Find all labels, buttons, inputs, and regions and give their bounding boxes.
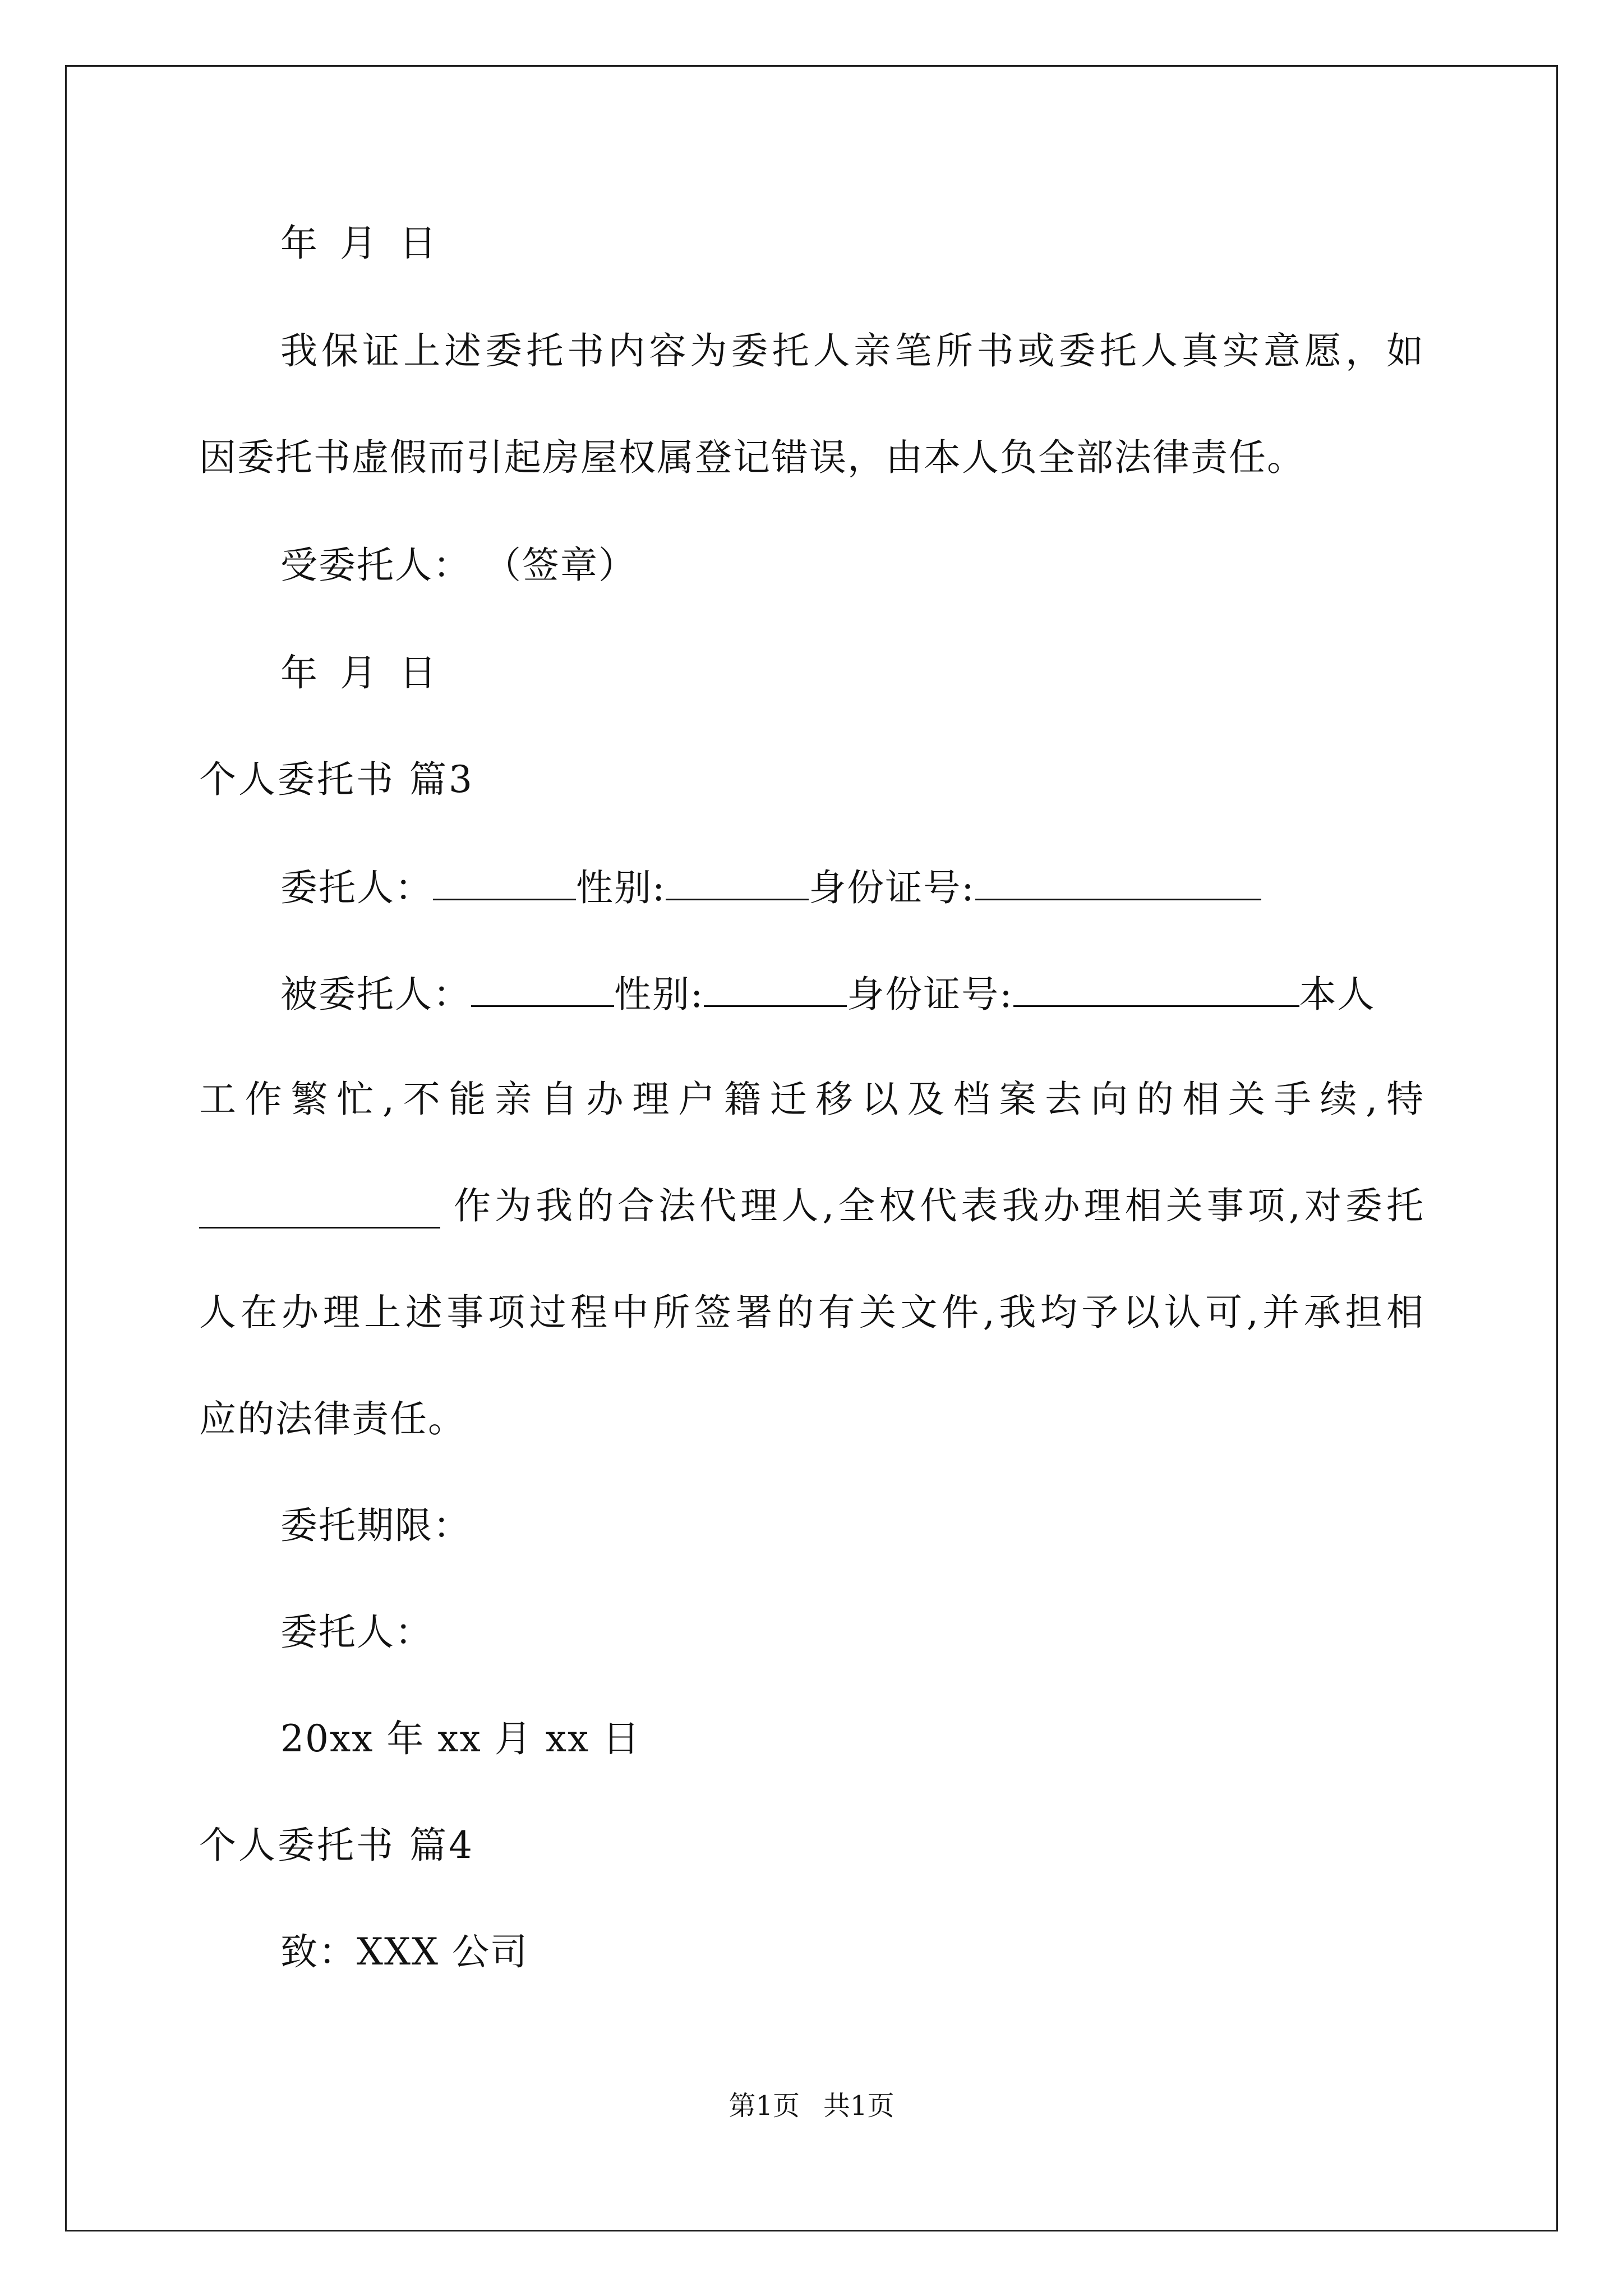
page-border	[65, 65, 1558, 2231]
gender-label: 性别:	[576, 866, 666, 909]
body-line-3: 人在办理上述事项过程中所签署的有关文件,我均予以认可,并承担相	[199, 1291, 1424, 1334]
month-label: 月	[340, 651, 378, 694]
body-line-1: 工作繁忙,不能亲自办理户籍迁移以及档案去向的相关手续,特	[199, 1078, 1424, 1121]
page-total: 共1页	[823, 2090, 895, 2122]
agent-id-blank	[1013, 970, 1299, 1007]
principal-gender-blank	[666, 864, 809, 900]
page-number: 第1页	[728, 2090, 800, 2122]
principal-name-blank	[433, 864, 576, 900]
addressee-line: 致：XXX 公司	[280, 1930, 528, 1973]
trustee-signature-line: 受委托人： （签章）	[280, 544, 637, 587]
day-label: 日	[399, 651, 437, 694]
agent-name-blank	[471, 970, 614, 1007]
id-label: 身份证号:	[809, 866, 975, 909]
principal-id-blank	[975, 864, 1261, 900]
date-line-3: 20xx 年 xx 月 xx 日	[280, 1717, 641, 1760]
guarantee-line-2: 因委托书虚假而引起房屋权属登记错误，由本人负全部法律责任。	[199, 436, 1305, 479]
agent-info-line	[280, 970, 1376, 1017]
agent-gender-blank	[704, 970, 847, 1007]
principal-info-line	[280, 864, 1261, 910]
day-label: 日	[399, 222, 437, 265]
body-line-4: 应的法律责任。	[199, 1397, 466, 1441]
page-footer	[0, 2089, 1623, 2123]
principal-signature-line: 委托人：	[280, 1611, 433, 1654]
principal-label: 委托人：	[280, 866, 433, 909]
date-line-1	[280, 221, 459, 266]
year-label: 年	[280, 222, 319, 265]
date-line-2	[280, 651, 459, 696]
guarantee-line-1: 我保证上述委托书内容为委托人亲笔所书或委托人真实意愿，如	[280, 329, 1424, 372]
month-label: 月	[340, 222, 378, 265]
agent-appoint-blank	[199, 1192, 440, 1228]
year-label: 年	[280, 651, 319, 694]
section-heading-3: 个人委托书 篇3	[199, 758, 474, 801]
term-line: 委托期限：	[280, 1504, 471, 1547]
agent-tail-text: 本人	[1299, 973, 1376, 1016]
id-label: 身份证号:	[847, 973, 1013, 1016]
gender-label: 性别:	[614, 973, 704, 1016]
agent-label: 被委托人：	[280, 973, 471, 1016]
section-heading-4: 个人委托书 篇4	[199, 1824, 474, 1867]
body-line-2-row	[199, 1184, 1424, 1228]
body-line-2: 作为我的合法代理人,全权代表我办理相关事项,对委托	[454, 1184, 1424, 1227]
